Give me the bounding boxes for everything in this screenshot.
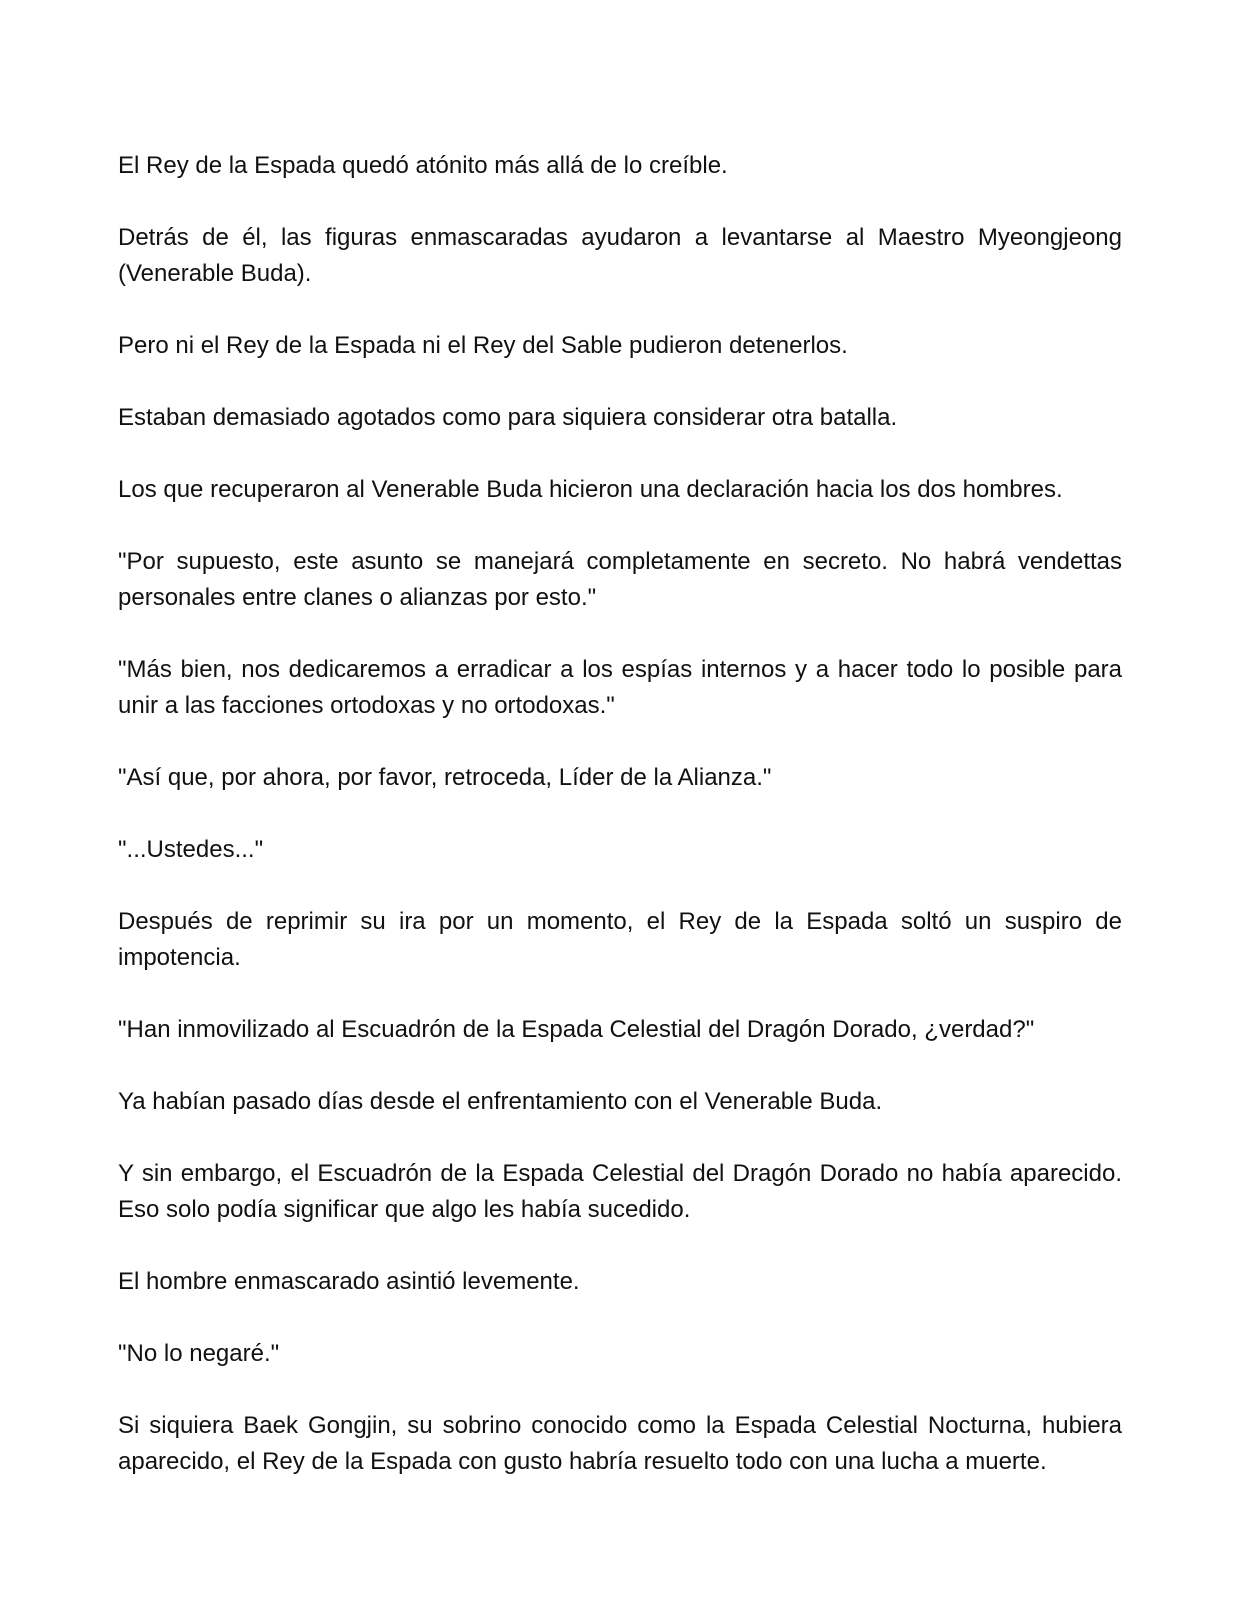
paragraph: El hombre enmascarado asintió levemente. [118, 1268, 580, 1295]
paragraph: Pero ni el Rey de la Espada ni el Rey del Sable pudieron detenerlos. [118, 332, 848, 359]
paragraph: "Por supuesto, este asunto se manejará completamente en secreto. No habrá vendettas personales entre clanes o alianzas por esto." [118, 548, 1122, 611]
paragraph: Detrás de él, las figuras enmascaradas ayudaron a levantarse al Maestro Myeongjeong (Venerable Buda). [118, 224, 1122, 287]
paragraph: Si siquiera Baek Gongjin, su sobrino conocido como la Espada Celestial Nocturna, hubiera aparecido, el Rey de la Espada con gusto habría resuelto todo con una lucha a muerte. [118, 1412, 1122, 1475]
paragraph: "...Ustedes..." [118, 836, 264, 863]
paragraph: "Más bien, nos dedicaremos a erradicar a los espías internos y a hacer todo lo posible para unir a las facciones ortodoxas y no ortodoxas." [118, 656, 1122, 719]
paragraph: "Así que, por ahora, por favor, retroceda, Líder de la Alianza." [118, 764, 772, 791]
paragraph: "No lo negaré." [118, 1340, 280, 1367]
paragraph: Los que recuperaron al Venerable Buda hicieron una declaración hacia los dos hombres. [118, 476, 1063, 503]
paragraph: Y sin embargo, el Escuadrón de la Espada Celestial del Dragón Dorado no había aparecido. Eso solo podía significar que algo les había sucedido. [118, 1160, 1122, 1223]
paragraph: Estaban demasiado agotados como para siquiera considerar otra batalla. [118, 404, 898, 431]
paragraph: Ya habían pasado días desde el enfrentamiento con el Venerable Buda. [118, 1088, 883, 1115]
paragraph: Después de reprimir su ira por un momento, el Rey de la Espada soltó un suspiro de impotencia. [118, 908, 1122, 971]
paragraph: El Rey de la Espada quedó atónito más allá de lo creíble. [118, 152, 728, 179]
paragraph: "Han inmovilizado al Escuadrón de la Espada Celestial del Dragón Dorado, ¿verdad?" [118, 1016, 1035, 1043]
document-page [118, 148, 1122, 1516]
